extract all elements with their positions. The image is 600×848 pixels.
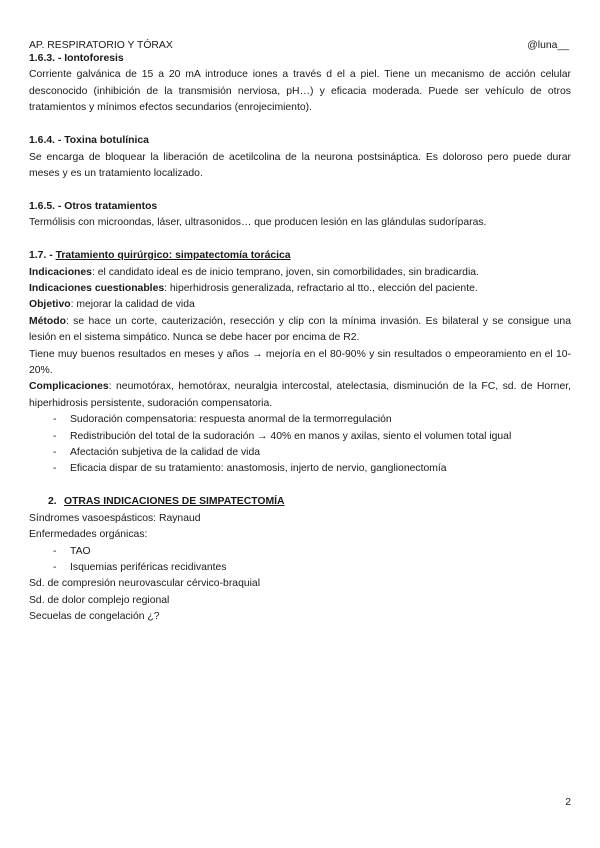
document-body — [29, 51, 571, 626]
section-2-line-3: Sd. de compresión neurovascular cérvico-braquial — [29, 578, 261, 590]
section-1-7-prefix: 1.7. - — [29, 250, 56, 262]
metodo-text: : se hace un corte, cauterización, resección y clip con la mínima invasión. Es bilateral y se consigue una lesión en el sistema simpático. Nunca se debe hacer por encima de R2. — [29, 315, 571, 344]
indicaciones-text: : el candidato ideal es de inicio temprano, joven, sin comorbilidades, sin bradicardia. — [91, 266, 479, 278]
complicaciones-line — [29, 379, 571, 412]
list-item: - Redistribución del total de la sudoración → 40% en manos y axilas, siento el volumen total igual — [53, 429, 571, 445]
section-1-7-title-text: Tratamiento quirúrgico: simpatectomía torácica — [55, 250, 291, 262]
section-2-title — [29, 494, 571, 510]
section-2-line-2: Enfermedades orgánicas: — [29, 529, 148, 541]
list-item: - TAO — [53, 544, 571, 560]
metodo-line — [29, 314, 571, 347]
objetivo-label: Objetivo — [29, 299, 71, 311]
section-1-6-5-body: Termólisis con microondas, láser, ultrasonidos… que producen lesión en las glándulas sudoríparas. — [29, 217, 487, 229]
section-2-list — [29, 544, 571, 577]
header-author: @luna__ — [527, 40, 569, 51]
page-header — [29, 38, 569, 52]
section-2-line-5: Secuelas de congelación ¿? — [29, 611, 160, 623]
list-item: - Isquemias periféricas recidivantes — [53, 560, 571, 576]
cuestionables-text: : hiperhidrosis generalizada, refractario al tto., elección del paciente. — [164, 282, 478, 294]
complicaciones-list — [29, 412, 571, 478]
complicaciones-text: : neumotórax, hemotórax, neuralgia intercostal, atelectasia, disminución de la FC, sd. de Horner, hiperhidrosis persistente, sudoración compensatoria. — [29, 381, 571, 409]
indicaciones-line — [29, 265, 571, 281]
objetivo-text: : mejorar la calidad de vida — [70, 299, 195, 311]
list-item: - Afectación subjetiva de la calidad de vida — [53, 445, 571, 461]
page-number: 2 — [565, 797, 571, 808]
section-1-6-4-body: Se encarga de bloquear la liberación de acetilcolina de la neurona postsináptica. Es doloroso pero puede durar meses y es un tratamiento localizado. — [29, 151, 571, 179]
objetivo-line — [29, 297, 571, 313]
section-2-title-text: OTRAS INDICACIONES DE SIMPATECTOMÍA — [64, 496, 285, 508]
cuestionables-label: Indicaciones cuestionables — [29, 282, 165, 294]
complicaciones-label: Complicaciones — [29, 381, 109, 393]
section-2-line-4: Sd. de dolor complejo regional — [29, 594, 170, 606]
section-2-line-1: Síndromes vasoespásticos: Raynaud — [29, 512, 201, 524]
section-1-6-3-body: Corriente galvánica de 15 a 20 mA introduce iones a través d el a piel. Tiene un mecanismo de acción celular desconocido (inhibición de la transmisión nerviosa, pH…) y eficacia moderada. Puede ser vehículo de otros tratamientos y mínimos efectos secundarios (enrojecimiento). — [29, 69, 571, 114]
list-item: - Eficacia dispar de su tratamiento: anastomosis, injerto de nervio, ganglionectomía — [53, 461, 571, 477]
resultados-line: Tiene muy buenos resultados en meses y años → mejoría en el 80-90% y sin resultados o empeoramiento en el 10-20%. — [29, 348, 571, 376]
indicaciones-label: Indicaciones — [29, 266, 92, 278]
header-title: AP. RESPIRATORIO Y TÓRAX — [29, 40, 173, 51]
section-2-number: 2. — [48, 496, 57, 508]
metodo-label: Método — [29, 315, 66, 327]
section-1-6-4-title: 1.6.4. - Toxina botulínica — [29, 135, 149, 147]
cuestionables-line — [29, 281, 571, 297]
list-item: - Sudoración compensatoria: respuesta anormal de la termorregulación — [53, 412, 571, 428]
section-1-6-3-title: 1.6.3. - Iontoforesis — [29, 53, 124, 64]
section-1-6-5-title: 1.6.5. - Otros tratamientos — [29, 200, 158, 212]
section-1-7-title — [29, 248, 571, 264]
